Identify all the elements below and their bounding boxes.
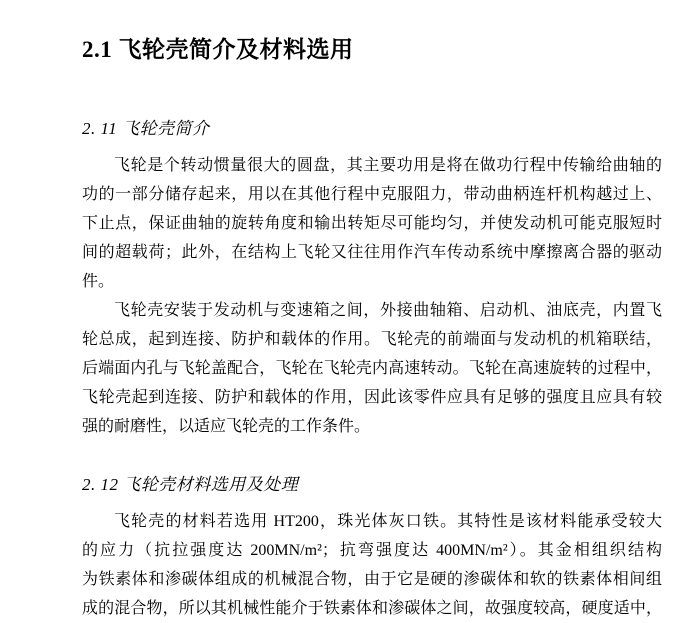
- paragraph-line: 下止点，保证曲轴的旋转角度和输出转矩尽可能均匀，并使发动机可能克服短时: [82, 215, 662, 232]
- paragraph-flywheel-intro-2: [82, 296, 662, 441]
- paragraph-material-selection: [82, 507, 662, 623]
- paragraph-flywheel-intro-1: [82, 151, 662, 296]
- paragraph-line: 强的耐磨性，以适应飞轮壳的工作条件。: [82, 418, 371, 435]
- paragraph-line: 飞轮壳安装于发动机与变速箱之间，外接曲轴箱、启动机、油底壳，内置飞: [114, 302, 662, 319]
- paragraph-line: 飞轮是个转动惯量很大的圆盘，其主要功用是将在做功行程中传输给曲轴的: [114, 157, 662, 174]
- paragraph-line: 飞轮壳的材料若选用 HT200，珠光体灰口铁。其特性是该材料能承受较大: [114, 513, 662, 530]
- page-title: 2.1 飞轮壳简介及材料选用: [82, 37, 354, 62]
- document-page: [82, 0, 662, 623]
- paragraph-line: 轮总成，起到连接、防护和载体的作用。飞轮壳的前端面与发动机的机箱联结，: [82, 331, 662, 348]
- paragraph-line: 成的混合物，所以其机械性能介于铁素体和渗碳体之间，故强度较高，硬度适中，: [82, 600, 662, 617]
- paragraph-line: 的应力（抗拉强度达 200MN/m²；抗弯强度达 400MN/m²）。其金相组织结构: [82, 542, 662, 559]
- paragraph-line: 为铁素体和渗碳体组成的机械混合物，由于它是硬的渗碳体和软的铁素体相间组: [82, 571, 662, 588]
- paragraph-line: 件。: [82, 273, 115, 290]
- paragraph-line: 后端面内孔与飞轮盖配合，飞轮在飞轮壳内高速转动。飞轮在高速旋转的过程中，: [82, 360, 662, 377]
- paragraph-line: 飞轮壳起到连接、防护和载体的作用，因此该零件应具有足够的强度且应具有较: [82, 389, 662, 406]
- paragraph-line: 间的超载荷；此外，在结构上飞轮又往往用作汽车传动系统中摩擦离合器的驱动: [82, 244, 662, 261]
- section-heading-2-12: 2. 12 飞轮壳材料选用及处理: [82, 475, 299, 494]
- section-heading-2-11: 2. 11 飞轮壳简介: [82, 119, 210, 138]
- paragraph-line: 功的一部分储存起来，用以在其他行程中克服阻力，带动曲柄连杆机构越过上、: [82, 186, 662, 203]
